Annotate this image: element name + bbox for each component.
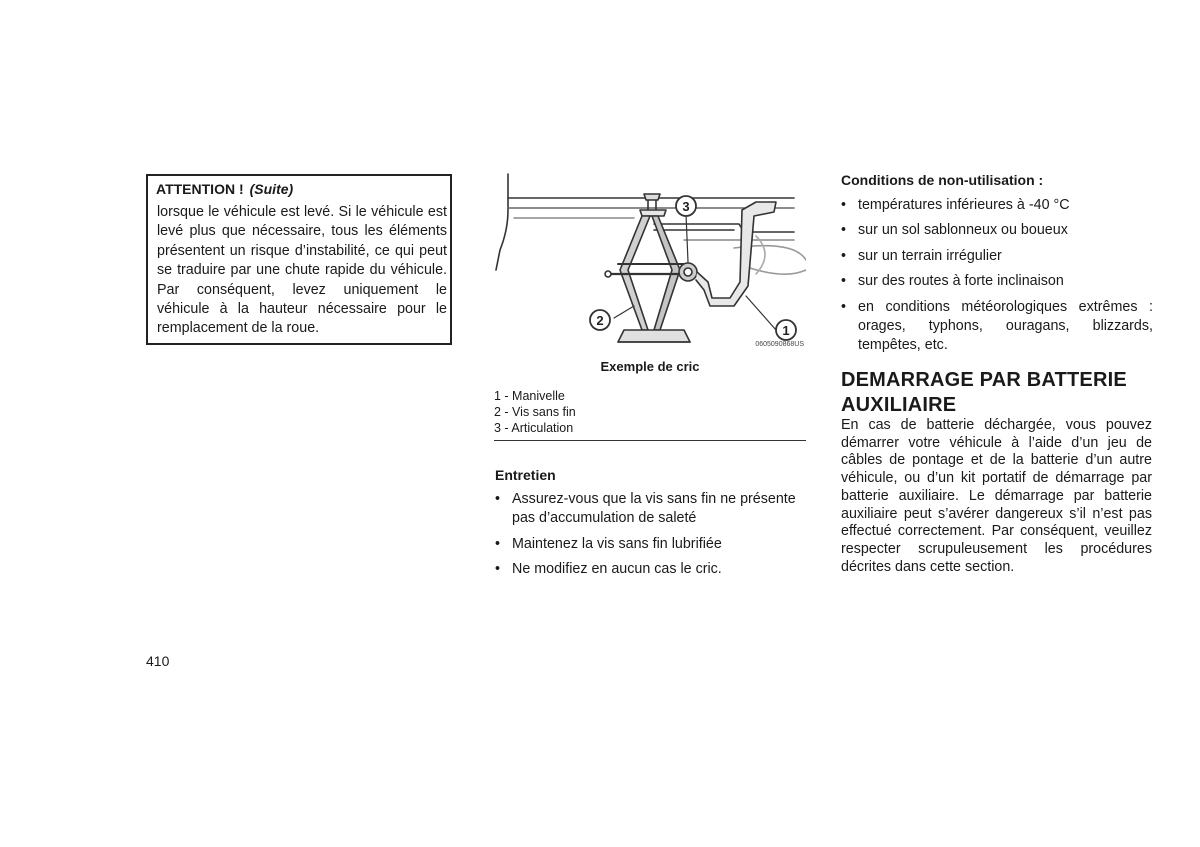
page-number: 410	[146, 653, 170, 669]
conditions-heading: Conditions de non-utilisation :	[841, 172, 1044, 188]
demarrage-text: En cas de batterie déchargée, vous pouvez démarrer votre véhicule à l’aide d’un jeu de câbles de pontage et de la batterie d’un autre véhicule, ou d’un kit portatif de démarrage par batterie auxiliaire. Le démarrage par batterie auxiliaire peut s’avérer dangereux s’il n’est pas effectué correctement. Par conséquent, veuillez respecter scrupuleusement les procédures décrites dans cette section.	[841, 417, 1152, 575]
bullet-icon: •	[841, 222, 847, 239]
section-title	[841, 368, 1153, 418]
jack-figure	[494, 170, 806, 356]
section-title-line: DEMARRAGE PAR BATTERIE	[841, 369, 1127, 391]
bullet-icon: •	[495, 491, 501, 507]
list-item	[495, 490, 807, 529]
list-item-text: sur un sol sablonneux ou boueux	[858, 222, 1068, 239]
list-item-text: sur des routes à forte inclinaison	[858, 273, 1064, 290]
list-item	[495, 560, 807, 579]
legend-item: 1 - Manivelle	[494, 389, 565, 403]
warning-title-text: ATTENTION !	[156, 181, 244, 197]
warning-title	[156, 181, 293, 197]
list-item-text: Maintenez la vis sans fin lubrifiée	[512, 535, 722, 552]
figure-legend	[494, 388, 806, 436]
image-code: 0605090868US	[755, 341, 804, 348]
list-item-text: Assurez-vous que la vis sans fin ne présente pas d’accumulation de saleté	[512, 491, 796, 527]
list-item	[841, 298, 1153, 356]
entretien-list	[495, 490, 807, 586]
list-item	[841, 272, 1153, 291]
callout-3: 3	[682, 199, 690, 214]
list-item-text: sur un terrain irrégulier	[858, 247, 1002, 264]
bullet-icon: •	[841, 247, 847, 264]
warning-title-suffix: (Suite)	[249, 181, 294, 197]
legend-divider	[494, 440, 806, 441]
bullet-icon: •	[841, 197, 847, 213]
list-item	[495, 535, 807, 554]
list-item	[841, 196, 1153, 215]
conditions-list	[841, 196, 1153, 362]
warning-box	[146, 174, 452, 345]
list-item-text: Ne modifiez en aucun cas le cric.	[512, 561, 722, 578]
bullet-icon: •	[841, 298, 847, 315]
legend-item: 2 - Vis sans fin	[494, 405, 576, 419]
list-item	[841, 247, 1153, 266]
bullet-icon: •	[841, 273, 847, 290]
jack-illustration	[494, 170, 806, 356]
list-item-text: températures inférieures à -40 °C	[858, 197, 1070, 213]
list-item-text: en conditions météorologiques extrêmes : orages, typhons, ouragans, blizzards, tempêtes, etc.	[858, 298, 1153, 354]
entretien-heading: Entretien	[495, 467, 556, 483]
bullet-icon: •	[495, 535, 501, 552]
bullet-icon: •	[495, 561, 501, 578]
section-title-line: AUXILIAIRE	[841, 394, 957, 416]
legend-item: 3 - Articulation	[494, 421, 574, 435]
callout-1: 1	[782, 323, 790, 338]
warning-text: lorsque le véhicule est levé. Si le véhicule est levé plus que nécessaire, tous les éléments présentent un risque d’instabilité, ce qui peut se traduire par une chute rapide du véhicule. Par conséquent, levez uniquement le véhicule à la hauteur nécessaire pour le remplacement de la roue.	[157, 204, 447, 337]
figure-caption: Exemple de cric	[600, 359, 700, 374]
list-item	[841, 221, 1153, 240]
callout-2: 2	[596, 313, 604, 328]
